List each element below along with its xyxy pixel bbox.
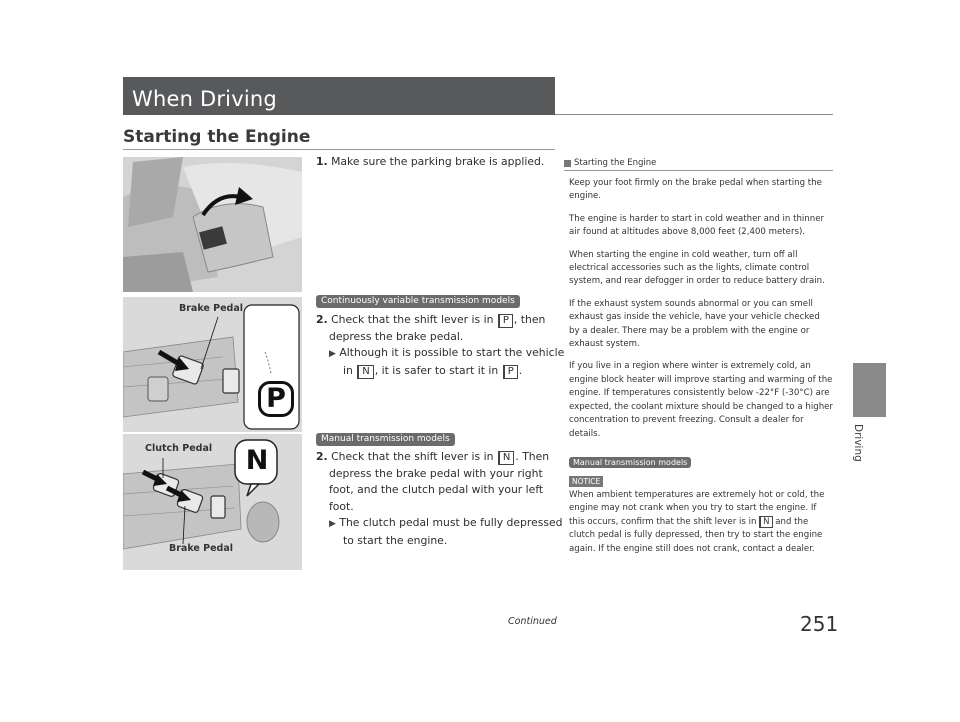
- mt-sub-b: to start the engine.: [343, 533, 448, 547]
- cvt-sub-b-end: .: [518, 363, 523, 377]
- mt-sub-a: The clutch pedal must be fully depressed: [339, 516, 563, 529]
- chapter-side-tab: [853, 363, 886, 417]
- park-key: P: [498, 314, 513, 328]
- note-paragraph-6: [569, 489, 833, 556]
- note-p6-a: When ambient temperatures are extremely hot or cold, the engine may not crank when you try to start the engine. If this occurs, confirm that the shift lever is in: [569, 489, 825, 527]
- fig2-park-letter: P: [258, 381, 294, 417]
- note-paragraph-4: If the exhaust system sounds abnormal or you can smell exhaust gas inside the vehicle, have your vehicle checked by a dealer. There may be a problem with the engine or exhaust system.: [569, 298, 820, 350]
- note-paragraph-2: The engine is harder to start in cold weather and in thinner air found at altitudes above 8,000 feet (2,400 meters).: [569, 213, 825, 238]
- sub-arrow-icon: ▶: [329, 519, 336, 529]
- mt-step-2-text-a: Check that the shift lever is in: [331, 450, 494, 463]
- step-1-text: Make sure the parking brake is applied.: [331, 155, 545, 168]
- fig3-brake-pedal-label: Brake Pedal: [169, 543, 234, 554]
- neutral-key: N: [759, 516, 772, 528]
- notice-badge: NOTICE: [569, 476, 603, 487]
- cvt-pedal-illustration: [123, 297, 302, 432]
- side-note-heading: Starting the Engine: [574, 158, 657, 168]
- cvt-sub-b-mid: , it is safer to start it in: [374, 363, 499, 377]
- fig3-neutral-letter: N: [245, 445, 269, 476]
- mt-pedal-illustration: [123, 434, 302, 570]
- section-title: Starting the Engine: [123, 127, 311, 147]
- fig3-clutch-pedal-label: Clutch Pedal: [145, 443, 213, 454]
- park-key: P: [503, 365, 518, 379]
- mt-step-2-line4: foot.: [329, 499, 354, 513]
- cvt-step-2-line2: depress the brake pedal.: [329, 329, 464, 343]
- cvt-step-2-text-a: Check that the shift lever is in: [331, 313, 494, 326]
- side-note: [564, 157, 833, 565]
- continued-label: Continued: [508, 616, 557, 627]
- side-note-heading-row: [564, 157, 833, 171]
- sub-arrow-icon: ▶: [329, 349, 336, 359]
- note-paragraph-1: Keep your foot firmly on the brake pedal when starting the engine.: [569, 178, 822, 202]
- section-rule: [123, 149, 555, 150]
- note-marker-icon: [564, 160, 571, 167]
- parking-brake-illustration: [123, 157, 302, 292]
- mt-step-2-text-b: . Then: [515, 450, 550, 463]
- step-1: [316, 154, 544, 171]
- side-tab-label-wrap: [852, 424, 888, 484]
- note-p6-b: and the clutch pedal is fully depressed, then try to start the engine again. If the engine still does not crank, contact a dealer.: [569, 516, 823, 554]
- step-1-number: 1.: [316, 155, 328, 168]
- mt-models-tag: Manual transmission models: [316, 433, 455, 446]
- note-mt-tag: Manual transmission models: [569, 457, 691, 468]
- mt-step-2: [316, 449, 563, 549]
- cvt-sub-a: Although it is possible to start the vehicle: [339, 346, 565, 359]
- fig2-brake-pedal-label: Brake Pedal: [179, 303, 244, 314]
- cvt-models-tag: Continuously variable transmission models: [316, 295, 520, 308]
- mt-step-2-line2: depress the brake pedal with your right: [329, 466, 543, 480]
- mt-step-2-number: 2.: [316, 450, 328, 463]
- chapter-title: When Driving: [132, 87, 277, 111]
- note-paragraph-5: If you live in a region where winter is extremely cold, an engine block heater will improve starting and warming of the engine. If temperatures consistently below -22°F (-30°C) are expected, the coolant mixture should be changed to a higher concentration to prevent freezing. Consult a dealer for details.: [569, 361, 833, 439]
- neutral-key: N: [498, 451, 514, 465]
- cvt-sub-b-pre: in: [343, 363, 353, 377]
- side-tab-label: Driving: [852, 424, 864, 462]
- page-number: 251: [800, 612, 839, 636]
- cvt-step-2-number: 2.: [316, 313, 328, 326]
- parking-brake-drawing: [123, 157, 302, 292]
- cvt-step-2: [316, 312, 565, 379]
- cvt-step-2-text-b: , then: [513, 313, 546, 326]
- note-paragraph-3: When starting the engine in cold weather, turn off all electrical accessories such as the lights, climate control system, and rear defogger in order to reduce battery drain.: [569, 249, 825, 287]
- header-rule: [555, 114, 833, 115]
- chapter-title-bar: [123, 77, 555, 115]
- mt-step-2-line3: foot, and the clutch pedal with your left: [329, 483, 544, 496]
- neutral-key: N: [357, 365, 373, 379]
